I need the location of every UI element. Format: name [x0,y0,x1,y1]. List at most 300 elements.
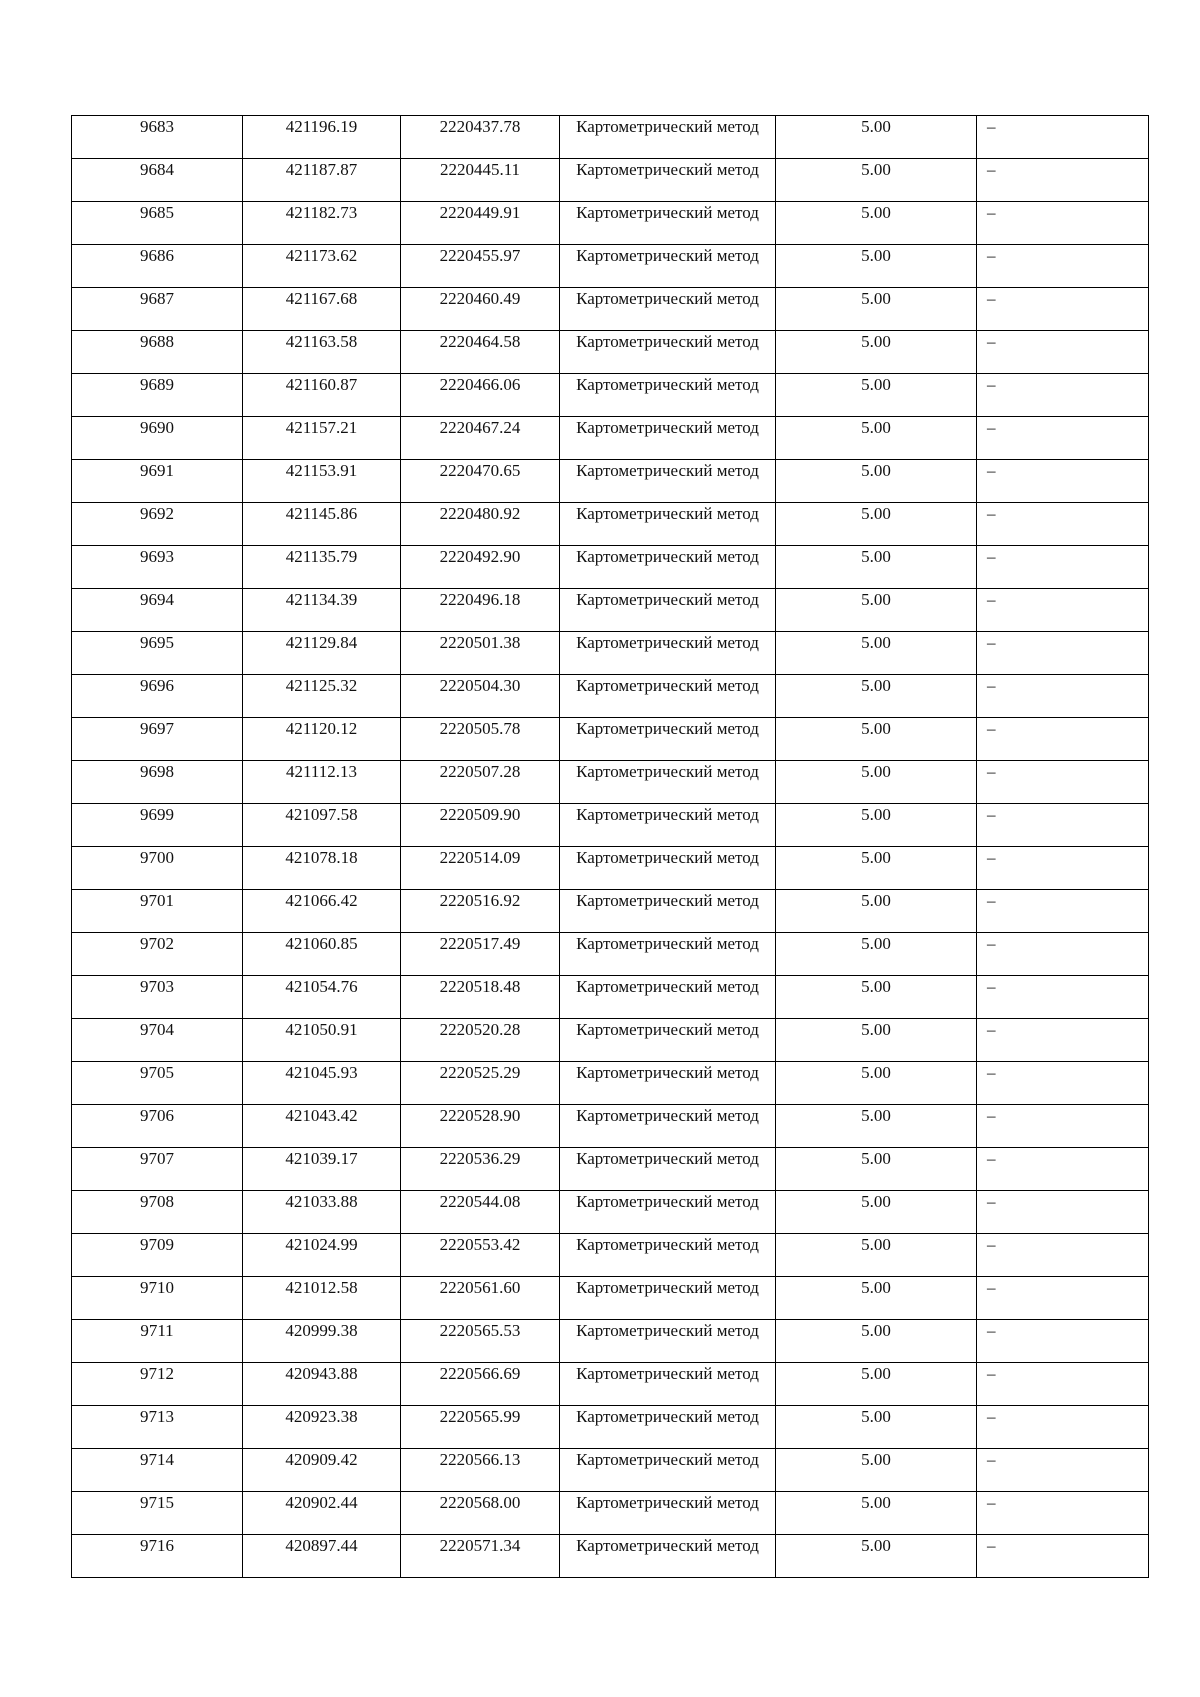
x-coordinate-cell [243,374,401,417]
y-coordinate-cell [401,116,560,159]
note-cell [977,675,1149,718]
cell-text: 421196.19 [285,117,358,136]
cell-text: 421066.42 [285,891,358,910]
x-coordinate-cell [243,245,401,288]
y-coordinate-cell [401,374,560,417]
cell-text: 421043.42 [285,1106,358,1125]
cell-text: 5.00 [861,203,891,222]
table-row [72,1535,1149,1578]
x-coordinate-cell [243,1277,401,1320]
cell-text: 9684 [140,160,174,179]
x-coordinate-cell [243,417,401,460]
accuracy-cell [776,374,977,417]
note-cell [977,847,1149,890]
cell-text: – [987,1407,996,1426]
table-row [72,288,1149,331]
method-cell [560,1535,776,1578]
cell-text: 2220525.29 [439,1063,521,1082]
method-cell [560,1277,776,1320]
cell-text: 9695 [140,633,174,652]
cell-text: 9699 [140,805,174,824]
cell-text: 421125.32 [285,676,358,695]
cell-text: 2220566.13 [439,1450,521,1469]
accuracy-cell [776,245,977,288]
cell-text: 5.00 [861,1106,891,1125]
accuracy-cell [776,1363,977,1406]
cell-text: 421129.84 [285,633,358,652]
x-coordinate-cell [243,331,401,374]
cell-text: Картометрический метод [576,762,759,781]
cell-text: 421112.13 [286,762,357,781]
cell-text: 9697 [140,719,174,738]
cell-text: 9714 [140,1450,174,1469]
cell-text: Картометрический метод [576,1450,759,1469]
accuracy-cell [776,1062,977,1105]
cell-text: 421033.88 [285,1192,358,1211]
y-coordinate-cell [401,546,560,589]
y-coordinate-cell [401,761,560,804]
y-coordinate-cell [401,1535,560,1578]
note-cell [977,1363,1149,1406]
method-cell [560,976,776,1019]
cell-text: 9706 [140,1106,174,1125]
method-cell [560,1062,776,1105]
accuracy-cell [776,1492,977,1535]
note-cell [977,245,1149,288]
y-coordinate-cell [401,417,560,460]
accuracy-cell [776,632,977,675]
cell-text: – [987,891,996,910]
cell-text: 5.00 [861,504,891,523]
cell-text: Картометрический метод [576,1106,759,1125]
table-row [72,847,1149,890]
cell-text: 5.00 [861,848,891,867]
cell-text: 9710 [140,1278,174,1297]
note-cell [977,1105,1149,1148]
y-coordinate-cell [401,632,560,675]
accuracy-cell [776,288,977,331]
cell-text: Картометрический метод [576,1063,759,1082]
note-cell [977,1492,1149,1535]
cell-text: Картометрический метод [576,1235,759,1254]
cell-text: 2220470.65 [439,461,521,480]
method-cell [560,1234,776,1277]
x-coordinate-cell [243,1492,401,1535]
cell-text: 420943.88 [285,1364,358,1383]
y-coordinate-cell [401,1105,560,1148]
method-cell [560,116,776,159]
point-number-cell [72,546,243,589]
y-coordinate-cell [401,1019,560,1062]
point-number-cell [72,503,243,546]
accuracy-cell [776,976,977,1019]
x-coordinate-cell [243,1019,401,1062]
cell-text: 2220449.91 [439,203,521,222]
table-row [72,1019,1149,1062]
table-row [72,1148,1149,1191]
cell-text: 2220517.49 [439,934,521,953]
point-number-cell [72,417,243,460]
note-cell [977,202,1149,245]
y-coordinate-cell [401,976,560,1019]
cell-text: 421145.86 [285,504,358,523]
cell-text: 9705 [140,1063,174,1082]
cell-text: 420902.44 [285,1493,358,1512]
table-row [72,718,1149,761]
cell-text: 5.00 [861,934,891,953]
x-coordinate-cell [243,589,401,632]
point-number-cell [72,632,243,675]
cell-text: 5.00 [861,375,891,394]
note-cell [977,976,1149,1019]
cell-text: – [987,934,996,953]
cell-text: 5.00 [861,1192,891,1211]
cell-text: – [987,805,996,824]
cell-text: 421045.93 [285,1063,358,1082]
cell-text: 2220566.69 [439,1364,521,1383]
cell-text: – [987,1493,996,1512]
cell-text: – [987,1192,996,1211]
cell-text: 2220518.48 [439,977,521,996]
y-coordinate-cell [401,718,560,761]
x-coordinate-cell [243,933,401,976]
cell-text: Картометрический метод [576,461,759,480]
point-number-cell [72,374,243,417]
accuracy-cell [776,1191,977,1234]
cell-text: 9711 [140,1321,174,1340]
cell-text: – [987,504,996,523]
cell-text: 421120.12 [285,719,358,738]
y-coordinate-cell [401,1449,560,1492]
note-cell [977,1148,1149,1191]
x-coordinate-cell [243,890,401,933]
note-cell [977,1320,1149,1363]
point-number-cell [72,1535,243,1578]
x-coordinate-cell [243,1363,401,1406]
point-number-cell [72,804,243,847]
table-row [72,1449,1149,1492]
y-coordinate-cell [401,1191,560,1234]
table-row [72,976,1149,1019]
cell-text: Картометрический метод [576,1321,759,1340]
cell-text: 9692 [140,504,174,523]
cell-text: Картометрический метод [576,418,759,437]
table-row [72,632,1149,675]
cell-text: 5.00 [861,117,891,136]
cell-text: 5.00 [861,1407,891,1426]
method-cell [560,675,776,718]
y-coordinate-cell [401,675,560,718]
cell-text: 421173.62 [285,246,358,265]
cell-text: 2220553.42 [439,1235,521,1254]
x-coordinate-cell [243,202,401,245]
point-number-cell [72,159,243,202]
note-cell [977,761,1149,804]
cell-text: 420897.44 [285,1536,358,1555]
accuracy-cell [776,202,977,245]
cell-text: – [987,1321,996,1340]
cell-text: 2220528.90 [439,1106,521,1125]
cell-text: – [987,289,996,308]
point-number-cell [72,675,243,718]
x-coordinate-cell [243,116,401,159]
note-cell [977,503,1149,546]
cell-text: 421134.39 [285,590,358,609]
cell-text: 2220445.11 [439,160,521,179]
x-coordinate-cell [243,1148,401,1191]
cell-text: 5.00 [861,246,891,265]
x-coordinate-cell [243,1535,401,1578]
method-cell [560,503,776,546]
accuracy-cell [776,331,977,374]
cell-text: 2220568.00 [439,1493,521,1512]
note-cell [977,933,1149,976]
point-number-cell [72,976,243,1019]
y-coordinate-cell [401,202,560,245]
cell-text: 9712 [140,1364,174,1383]
cell-text: 9688 [140,332,174,351]
accuracy-cell [776,159,977,202]
cell-text: – [987,160,996,179]
note-cell [977,1449,1149,1492]
accuracy-cell [776,460,977,503]
point-number-cell [72,1277,243,1320]
cell-text: 420909.42 [285,1450,358,1469]
x-coordinate-cell [243,804,401,847]
point-number-cell [72,890,243,933]
cell-text: Картометрический метод [576,934,759,953]
method-cell [560,589,776,632]
note-cell [977,1062,1149,1105]
table-row [72,589,1149,632]
accuracy-cell [776,933,977,976]
cell-text: Картометрический метод [576,246,759,265]
cell-text: 2220544.08 [439,1192,521,1211]
cell-text: 421050.91 [285,1020,358,1039]
table-row [72,202,1149,245]
cell-text: 2220565.99 [439,1407,521,1426]
cell-text: – [987,719,996,738]
table-row [72,761,1149,804]
y-coordinate-cell [401,589,560,632]
cell-text: 5.00 [861,1450,891,1469]
x-coordinate-cell [243,1449,401,1492]
cell-text: 5.00 [861,1149,891,1168]
table-row [72,804,1149,847]
method-cell [560,245,776,288]
accuracy-cell [776,1406,977,1449]
cell-text: 9700 [140,848,174,867]
cell-text: 9698 [140,762,174,781]
cell-text: Картометрический метод [576,1278,759,1297]
table-row [72,503,1149,546]
coordinates-table [71,115,1149,1578]
table-row [72,460,1149,503]
y-coordinate-cell [401,1320,560,1363]
cell-text: Картометрический метод [576,590,759,609]
cell-text: 5.00 [861,547,891,566]
table-row [72,374,1149,417]
cell-text: 421039.17 [285,1149,358,1168]
point-number-cell [72,1492,243,1535]
point-number-cell [72,331,243,374]
cell-text: – [987,246,996,265]
cell-text: 5.00 [861,461,891,480]
note-cell [977,1535,1149,1578]
method-cell [560,890,776,933]
cell-text: 421060.85 [285,934,358,953]
x-coordinate-cell [243,503,401,546]
table-row [72,1191,1149,1234]
y-coordinate-cell [401,804,560,847]
table-row [72,546,1149,589]
cell-text: 2220516.92 [439,891,521,910]
method-cell [560,1449,776,1492]
cell-text: – [987,762,996,781]
cell-text: Картометрический метод [576,160,759,179]
point-number-cell [72,1105,243,1148]
cell-text: – [987,547,996,566]
y-coordinate-cell [401,1363,560,1406]
cell-text: 9696 [140,676,174,695]
note-cell [977,589,1149,632]
method-cell [560,546,776,589]
x-coordinate-cell [243,546,401,589]
cell-text: 9693 [140,547,174,566]
method-cell [560,1320,776,1363]
y-coordinate-cell [401,1234,560,1277]
cell-text: 2220467.24 [439,418,521,437]
cell-text: 9694 [140,590,174,609]
x-coordinate-cell [243,1062,401,1105]
cell-text: 2220507.28 [439,762,521,781]
cell-text: 5.00 [861,1364,891,1383]
cell-text: 421163.58 [285,332,358,351]
point-number-cell [72,1062,243,1105]
point-number-cell [72,1320,243,1363]
cell-text: 5.00 [861,1235,891,1254]
cell-text: 5.00 [861,1063,891,1082]
note-cell [977,417,1149,460]
x-coordinate-cell [243,976,401,1019]
cell-text: 9687 [140,289,174,308]
cell-text: 5.00 [861,1321,891,1340]
coordinates-table-body [72,116,1149,1578]
note-cell [977,460,1149,503]
cell-text: 2220565.53 [439,1321,521,1340]
cell-text: 2220520.28 [439,1020,521,1039]
cell-text: Картометрический метод [576,203,759,222]
point-number-cell [72,1449,243,1492]
x-coordinate-cell [243,718,401,761]
cell-text: 420923.38 [285,1407,358,1426]
note-cell [977,116,1149,159]
cell-text: 5.00 [861,719,891,738]
accuracy-cell [776,761,977,804]
cell-text: Картометрический метод [576,977,759,996]
cell-text: Картометрический метод [576,332,759,351]
cell-text: – [987,1063,996,1082]
cell-text: 2220466.06 [439,375,521,394]
cell-text: – [987,848,996,867]
cell-text: 9708 [140,1192,174,1211]
cell-text: Картометрический метод [576,1493,759,1512]
accuracy-cell [776,1449,977,1492]
method-cell [560,1406,776,1449]
accuracy-cell [776,890,977,933]
table-row [72,933,1149,976]
accuracy-cell [776,503,977,546]
x-coordinate-cell [243,1320,401,1363]
cell-text: 9704 [140,1020,174,1039]
accuracy-cell [776,116,977,159]
method-cell [560,718,776,761]
point-number-cell [72,933,243,976]
table-row [72,1406,1149,1449]
cell-text: 421182.73 [285,203,358,222]
cell-text: – [987,1278,996,1297]
x-coordinate-cell [243,1406,401,1449]
cell-text: 5.00 [861,289,891,308]
cell-text: 9689 [140,375,174,394]
x-coordinate-cell [243,1191,401,1234]
cell-text: – [987,461,996,480]
method-cell [560,202,776,245]
cell-text: 9683 [140,117,174,136]
point-number-cell [72,1148,243,1191]
y-coordinate-cell [401,933,560,976]
note-cell [977,1234,1149,1277]
note-cell [977,1277,1149,1320]
note-cell [977,1191,1149,1234]
cell-text: – [987,203,996,222]
y-coordinate-cell [401,245,560,288]
cell-text: – [987,1536,996,1555]
method-cell [560,1492,776,1535]
note-cell [977,374,1149,417]
cell-text: 420999.38 [285,1321,358,1340]
point-number-cell [72,1019,243,1062]
table-row [72,1277,1149,1320]
cell-text: – [987,977,996,996]
cell-text: 5.00 [861,977,891,996]
method-cell [560,288,776,331]
cell-text: – [987,1364,996,1383]
point-number-cell [72,1234,243,1277]
cell-text: 421135.79 [285,547,358,566]
table-row [72,1492,1149,1535]
note-cell [977,331,1149,374]
table-row [72,890,1149,933]
accuracy-cell [776,417,977,460]
cell-text: – [987,633,996,652]
cell-text: 2220480.92 [439,504,521,523]
cell-text: Картометрический метод [576,891,759,910]
cell-text: Картометрический метод [576,805,759,824]
method-cell [560,1105,776,1148]
x-coordinate-cell [243,847,401,890]
method-cell [560,1019,776,1062]
cell-text: Картометрический метод [576,1020,759,1039]
y-coordinate-cell [401,1406,560,1449]
table-row [72,675,1149,718]
cell-text: 2220492.90 [439,547,521,566]
note-cell [977,804,1149,847]
cell-text: 5.00 [861,1536,891,1555]
accuracy-cell [776,804,977,847]
cell-text: 2220437.78 [439,117,521,136]
method-cell [560,1148,776,1191]
